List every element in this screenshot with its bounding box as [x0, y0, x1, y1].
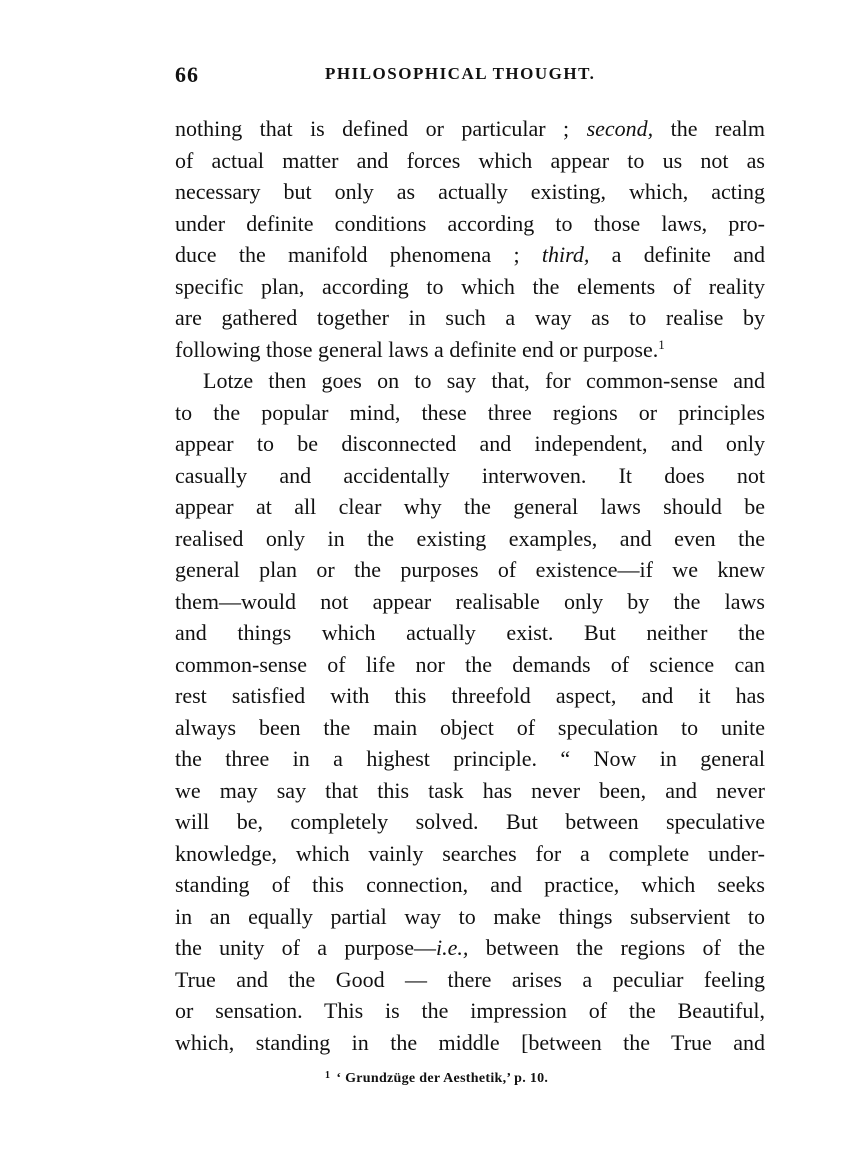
line-text: to the popular mind, these three regions or principles	[175, 399, 765, 425]
line-text: rest satisfied with this threefold aspect, and it has	[175, 683, 765, 708]
line-text: of actual matter and forces which appear to us not as	[175, 147, 765, 173]
text-line	[175, 365, 765, 397]
line-text: knowledge, which vainly searches for a complete under-	[175, 840, 765, 866]
text-line	[175, 176, 765, 208]
text-line	[175, 964, 765, 996]
footnote	[325, 1070, 548, 1087]
text-line	[175, 712, 765, 744]
line-text: standing of this connection, and practice, which seeks	[175, 872, 765, 897]
text-line	[175, 901, 765, 933]
line-text: realised only in the existing examples, and even the	[175, 525, 765, 551]
line-text: we may say that this task has never been, and never	[175, 777, 765, 803]
line-text: True and the Good — there arises a peculiar feeling	[175, 966, 765, 992]
text-line	[175, 617, 765, 649]
text-line	[175, 302, 765, 334]
footnote-marker: 1	[325, 1070, 331, 1081]
footnote-reference: 1	[658, 336, 665, 352]
footnote-text: ‘ Grundzüge der Aesthetik,’ p. 10.	[336, 1071, 549, 1086]
line-text: and things which actually exist. But neither the	[175, 620, 765, 645]
text-line	[175, 460, 765, 492]
line-text: under definite conditions according to those laws, pro-	[175, 210, 765, 236]
text-line	[175, 932, 765, 964]
line-text: them—would not appear realisable only by the laws	[175, 588, 765, 614]
running-head	[175, 62, 770, 90]
line-text: specific plan, according to which the elements of reality	[175, 273, 765, 299]
text-line	[175, 680, 765, 712]
page-number: 66	[175, 62, 199, 87]
text-line	[175, 649, 765, 681]
line-text: between the regions of the	[468, 935, 765, 960]
text-line	[175, 208, 765, 240]
text-line	[175, 428, 765, 460]
text-line	[175, 491, 765, 523]
line-text: or sensation. This is the impression of the Beautiful,	[175, 998, 765, 1023]
line-text: general plan or the purposes of existence—if we knew	[175, 557, 765, 582]
text-line	[175, 271, 765, 303]
line-text: the three in a highest principle. “ Now in general	[175, 746, 765, 771]
text-line	[175, 995, 765, 1027]
text-line	[175, 397, 765, 429]
line-text: which, standing in the middle [between the True and	[175, 1029, 765, 1055]
text-line	[175, 869, 765, 901]
line-text: appear to be disconnected and independent, and only	[175, 431, 765, 456]
line-text: will be, completely solved. But between speculative	[175, 809, 765, 834]
line-text: a definite and	[589, 242, 765, 267]
text-line	[175, 145, 765, 177]
text-line	[175, 586, 765, 618]
italic-text: second,	[586, 116, 654, 141]
line-text: always been the main object of speculation to unite	[175, 714, 765, 740]
line-text: nothing that is defined or particular ;	[175, 116, 587, 141]
italic-text: i.e.,	[436, 935, 469, 960]
running-title: PHILOSOPHICAL THOUGHT.	[325, 64, 596, 83]
line-text: the unity of a purpose—	[175, 935, 437, 960]
text-line	[175, 838, 765, 870]
line-text: following those general laws a definite end or purpose.	[175, 336, 659, 362]
text-line	[175, 523, 765, 555]
text-line	[175, 806, 765, 838]
line-text: common-sense of life nor the demands of science can	[175, 651, 765, 677]
text-line	[175, 1027, 765, 1059]
line-text: in an equally partial way to make things subservient to	[175, 903, 765, 929]
line-text: appear at all clear why the general laws should be	[175, 494, 765, 519]
text-line	[175, 743, 765, 775]
line-text: are gathered together in such a way as to realise by	[175, 305, 765, 330]
text-line	[175, 113, 765, 145]
text-line	[175, 334, 765, 366]
italic-text: third,	[541, 242, 590, 267]
line-text: Lotze then goes on to say that, for common-sense and	[203, 368, 765, 393]
line-text: necessary but only as actually existing, which, acting	[175, 179, 765, 204]
line-text: the realm	[653, 116, 766, 141]
text-line	[175, 554, 765, 586]
body-text	[175, 113, 765, 1058]
line-text: casually and accidentally interwoven. It does not	[175, 462, 765, 488]
text-line	[175, 239, 765, 271]
line-text: duce the manifold phenomena ;	[175, 242, 542, 267]
text-line	[175, 775, 765, 807]
